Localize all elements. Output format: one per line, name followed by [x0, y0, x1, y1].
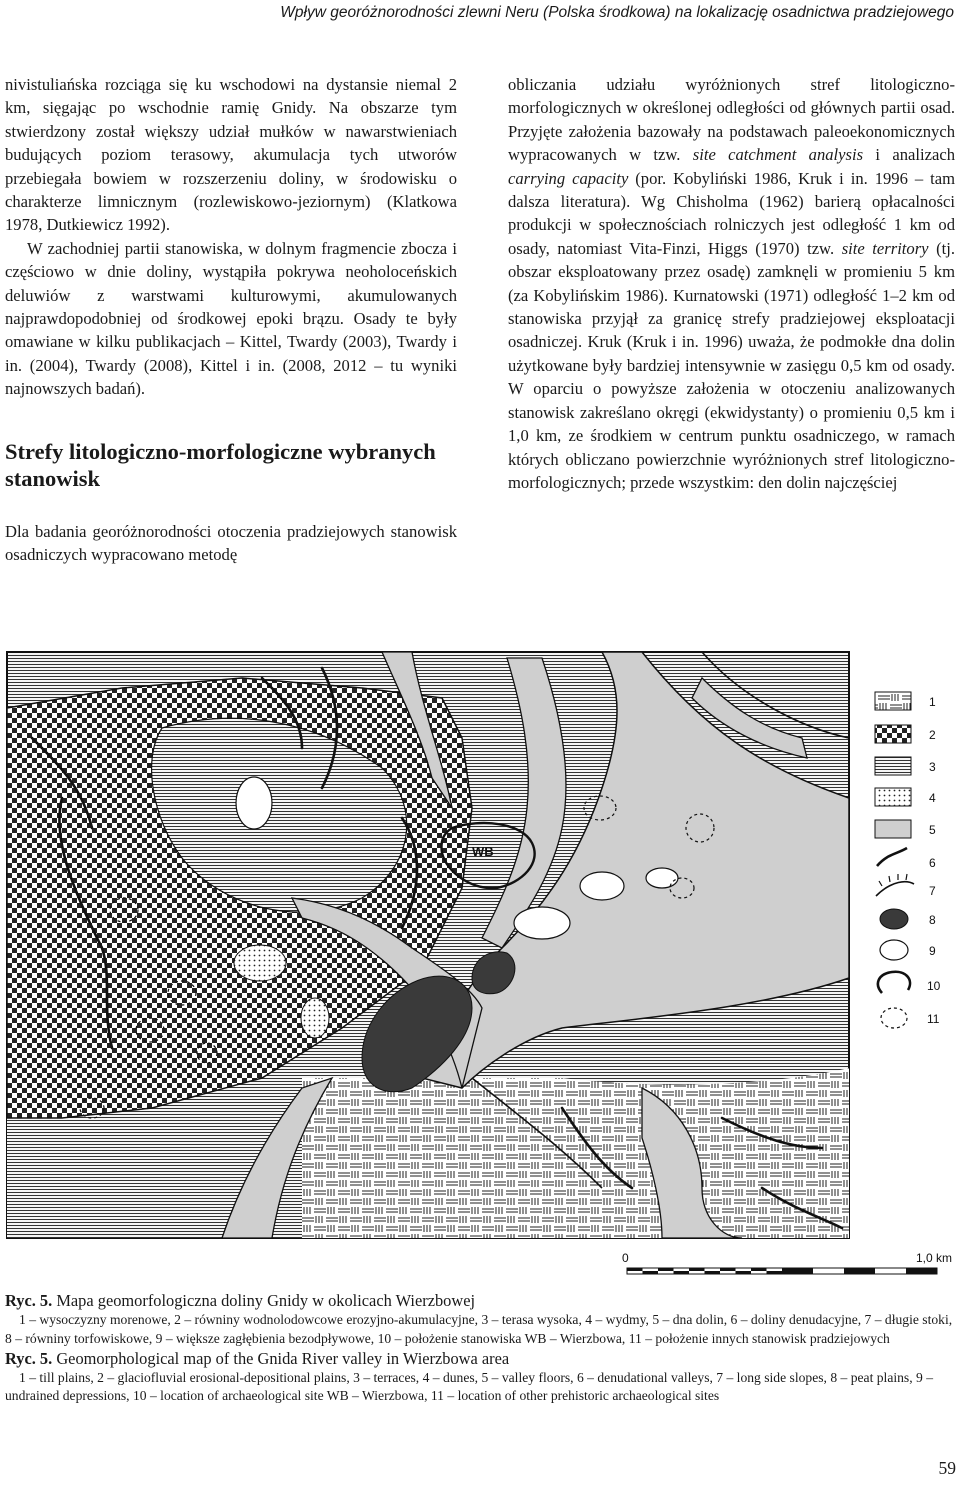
paragraph-4: obliczania udziału wyróżnionych stref litologiczno-morfologicznych w określonej odległości od głównych partii osad. Przyjęte założenia bazowały na podstawach paleoekonomicznych wypracowanych w tzw. site catchment analysis i analizach carrying capacity (por. Kobyliński 1986, Kruk i in. 1996 – tam dalsza literatura). Wg Chisholma (1962) barierą opłacalności produkcji w społecznościach rolniczych jest odległość 1 km od osady, natomiast Vita-Finzi, Higgs (1970) tzw. site territory (tj. obszar eksploatowany przez osadę) zamknęli w promieniu 5 km (za Kobylińskim 1986). Kurnatowski (1971) odległość 1–2 km od stanowiska przyjął za granicę strefy pradziejowej eksploatacji osadniczej. Kruk (Kruk i in. 1996) uważa, że podmokłe dna dolin użytkowane były bardziej intensywnie w zasięgu 0,5 km od osady. W oparciu o powyższe założenia w otoczeniu analizowanych stanowisk zakreślano okręgi (ekwidystanty) o promieniu 0,5 km i 1,0 km, ze środkiem w centrum punktu osadniczego, w ramach których obliczano powierzchnie wyróżnionych stref litologiczno-morfologicznych; przede wszystkim: den dolin najczęściej: [508, 75, 955, 492]
right-column: [508, 73, 955, 494]
legend-item-2: [875, 725, 936, 743]
legend-item-10: [878, 972, 941, 993]
svg-text:6: 6: [929, 856, 936, 870]
svg-text:2: 2: [929, 728, 936, 742]
section-heading: Strefy litologiczno-morfologiczne wybranych stanowisk: [5, 438, 436, 492]
svg-text:9: 9: [929, 944, 936, 958]
paragraph-1: nivistuliańska rozciąga się ku wschodowi na dystansie niemal 2 km, sięgając po wschodnie ramię Gnidy. Na obszarze tym stwierdzony został większy udział mułków w nawarstwieniach budujących poziom terasowy, akumulacja tych utworów przebiegała bowiem w rozszerzeniu doliny, w środowisku o charakterze limnicznym (rozlewiskowo-jeziornym) (Klatkowa 1978, Dutkiewicz 1992).: [5, 75, 457, 235]
caption-body-pl: 1 – wysoczyzny morenowe, 2 – równiny wodnolodowcowe erozyjno-akumulacyjne, 3 – terasa wysoka, 4 – wydmy, 5 – dna dolin, 6 – doliny denudacyjne, 7 – długie stoki, 8 – równiny torfowiskowe, 9 – większe zagłębienia bezodpływowe, 10 – położenie stanowiska WB – Wierzbowa, 11 – położenie innych stanowisk pradziejowych: [5, 1312, 953, 1346]
figure-caption: [5, 1291, 955, 1406]
map-frame: [7, 652, 849, 1238]
legend-item-5: [875, 820, 936, 838]
map-legend: [875, 692, 941, 1028]
running-head: Wpływ georóżnorodności zlewni Neru (Polska środkowa) na lokalizację osadnictwa pradziejowego: [280, 4, 954, 21]
caption-title-pl: Ryc. 5. Mapa geomorfologiczna doliny Gnidy w okolicach Wierzbowej: [5, 1291, 476, 1310]
caption-body-en: 1 – till plains, 2 – glaciofluvial erosional-depositional plains, 3 – terraces, 4 – dunes, 5 – valley floors, 6 – denudational valleys, 7 – long side slopes, 8 – peat plains, 9 – undrained depressions, 10 – location of archaeological site WB – Wierzbowa, 11 – location of other prehistoric archaeological sites: [5, 1369, 934, 1404]
svg-text:0: 0: [622, 1251, 629, 1265]
site-label-wb: WB: [472, 844, 494, 859]
legend-item-6: [877, 848, 936, 870]
paragraph-3: Dla badania georóżnorodności otoczenia pradziejowych stanowisk osadniczych wypracowano metodę: [5, 521, 457, 565]
legend-item-3: [875, 757, 936, 775]
caption-title-en: Ryc. 5. Geomorphological map of the Gnida River valley in Wierzbowa area: [5, 1348, 510, 1368]
legend-item-4: [875, 788, 936, 806]
legend-item-9: [880, 940, 936, 960]
legend-item-11: [881, 1008, 940, 1028]
legend-item-8: [880, 909, 936, 929]
geomorphological-map: [2, 648, 960, 1288]
legend-item-1: [875, 692, 936, 710]
page-number: 59: [938, 1458, 956, 1478]
legend-item-7: [876, 874, 936, 898]
svg-text:7: 7: [929, 884, 936, 898]
paragraph-2: W zachodniej partii stanowiska, w dolnym fragmencie zbocza i częściowo w dnie doliny, wystąpiła pokrywa neoholoceńskich deluwiów z warstwami kulturowymi, akumulowanych najprawdopodobniej od środkowej epoki brązu. Osady te były omawiane w kilku publikacjach – Kittel, Twardy (2003), Twardy i in. (2004), Twardy (2008), Kittel i in. (2008, 2012 – tu wyniki najnowszych badań).: [5, 238, 457, 399]
left-column: [5, 73, 457, 567]
svg-text:10: 10: [927, 979, 941, 993]
svg-text:1,0 km: 1,0 km: [916, 1251, 953, 1265]
scale-bar: [622, 1251, 952, 1274]
svg-text:11: 11: [927, 1012, 940, 1026]
svg-text:3: 3: [929, 760, 936, 774]
svg-text:8: 8: [929, 913, 936, 927]
svg-text:4: 4: [929, 791, 936, 805]
svg-text:5: 5: [929, 823, 936, 837]
svg-text:1: 1: [929, 695, 936, 709]
